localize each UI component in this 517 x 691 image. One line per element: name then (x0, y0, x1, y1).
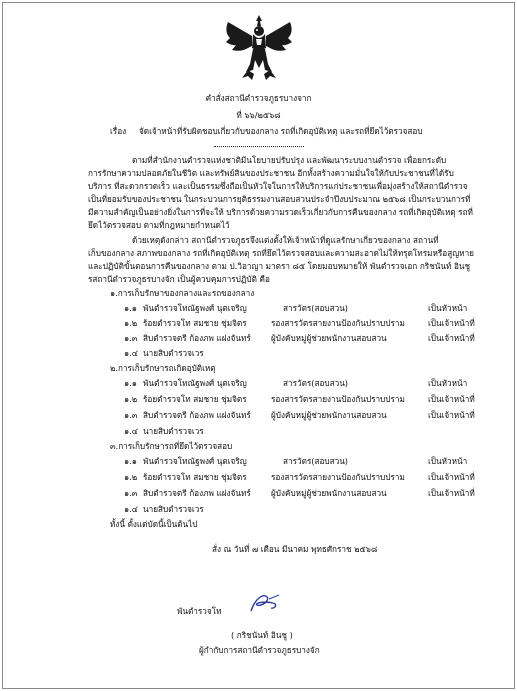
member-name: ร้อยตำรวจโท สมชาย ชุ่มจิตร (143, 394, 247, 404)
member-name: สิบตำรวจตรี ก้องภพ แฝงจันทร์ (143, 410, 251, 420)
member-number: ๑.๔ (124, 504, 138, 514)
section-heading: ๑.การเก็บรักษาของกลางและรถของกลาง (110, 288, 255, 298)
member-name: สิบตำรวจตรี ก้องภพ แฝงจันทร์ (143, 333, 251, 343)
member-position: ผู้บังคับหมู่ผู้ช่วยพนักงานสอบสวน (271, 488, 387, 498)
member-position: สารวัตร(สอบสวน) (283, 303, 348, 313)
para1-line: บริการ ที่สะดวกรวดเร็ว และเป็นธรรมซึ่งถือเป็นหัวใจในการให้บริการแก่ประชาชนเพื่อมุ่งสร้างให้สถานีตำรวจ (88, 181, 468, 191)
signature-mark (245, 591, 285, 617)
para1-line: ยึดไว้ตรวจสอบ ตามที่กฎหมายกำหนดไว้ (88, 220, 230, 230)
member-number: ๑.๓ (124, 488, 138, 498)
para2-line: ด้วยเหตุดังกล่าว สถานีตำรวจภูธรจึงแต่งตั้งให้เจ้าหน้าที่ดูแลรักษาเกี่ยวของกลาง สถานที่ (132, 235, 439, 245)
subject-label: เรื่อง (110, 126, 127, 136)
para2-line: และปฏิบัติขั้นตอนการคืนของกลาง ตาม ป.วิอาญา มาตรา ๘๕ โดยมอบหมายให้ พันตำรวจเอก กริชนันท์ อินชู (88, 261, 471, 271)
member-position: สารวัตร(สอบสวน) (283, 456, 348, 466)
member-name: นายสิบตำรวจเวร (143, 348, 204, 358)
divider (214, 146, 304, 147)
member-number: ๑.๔ (124, 426, 138, 436)
order-number: ที่ ๖๖/๒๕๖๘ (236, 110, 281, 120)
member-name: ร้อยตำรวจโท สมชาย ชุ่มจิตร (143, 472, 247, 482)
member-position: รองสารวัตรสายงานป้องกันปราบปราม (271, 394, 405, 404)
member-role: เป็นหัวหน้า (428, 303, 468, 313)
member-role: เป็นเจ้าหน้าที่ (428, 333, 475, 343)
member-role: เป็นเจ้าหน้าที่ (428, 488, 475, 498)
member-number: ๑.๒ (124, 472, 138, 482)
member-position: รองสารวัตรสายงานป้องกันปราบปราม (271, 318, 405, 328)
member-name: พันตำรวจโทณัฐพงศ์ นุตเจริญ (143, 456, 247, 466)
member-number: ๑.๓ (124, 333, 138, 343)
member-number: ๑.๒ (124, 318, 138, 328)
member-name: พันตำรวจโทณัฐพงศ์ นุตเจริญ (143, 378, 247, 388)
member-position: ผู้บังคับหมู่ผู้ช่วยพนักงานสอบสวน (271, 333, 387, 343)
member-number: ๑.๔ (124, 348, 138, 358)
member-name: นายสิบตำรวจเวร (143, 504, 204, 514)
para1-line: เป็นที่ยอมรับของประชาชน ในกระบวนการยุติธรรมงานสอบสวนประจำปีงบประมาณ ๒๕๖๘ เป็นกระบวนการที่ (88, 194, 471, 204)
member-name: ร้อยตำรวจโท สมชาย ชุ่มจิตร (143, 318, 247, 328)
signer-rank: พันตำรวจโท (177, 606, 222, 616)
para2-line: รสถานีตำรวจภูธรบางจัก เป็นผู้ควบคุมการปฏิบัติ คือ (88, 274, 270, 284)
para1-line: การรักษาความปลอดภัยในชีวิต และทรัพย์สินของประชาชน อีกทั้งสร้างความมั่นใจให้กับประชาชนที่ได้รับ (88, 168, 454, 178)
member-name: พันตำรวจโทณัฐพงศ์ นุตเจริญ (143, 303, 247, 313)
order-title: คำสั่งสถานีตำรวจภูธรบางจาก (205, 93, 312, 103)
para2-line: เก็บของกลาง สภาพของกลาง รถที่เกิดอุบัติเหตุ รถที่ยึดไว้ตรวจสอบและความสะอาดไม่ให้ทรุดโทรมหรือสูญหาย (88, 248, 474, 258)
subject-text: จัดเจ้าหน้าที่รับผิดชอบเกี่ยวกับของกลาง รถที่เกิดอุบัติเหตุ และรถที่ยึดไว้ตรวจสอบ (139, 126, 423, 136)
signer-title: ผู้กำกับการสถานีตำรวจภูธรบางจัก (199, 645, 320, 655)
section-heading: ๓.การเก็บรักษารถที่ยึดไว้ตรวจสอบ (110, 441, 233, 451)
member-role: เป็นหัวหน้า (428, 456, 468, 466)
member-position: รองสารวัตรสายงานป้องกันปราบปราม (271, 472, 405, 482)
effective-clause: ทั้งนี้ ตั้งแต่บัดนี้เป็นต้นไป (110, 519, 198, 529)
order-date: สั่ง ณ วันที่ ๗ เดือน มีนาคม พุทธศักราช ๒๕๖๘ (212, 544, 378, 554)
member-role: เป็นเจ้าหน้าที่ (428, 472, 475, 482)
para1-line: ตามที่สำนักงานตำรวจแห่งชาติมีนโยบายปรับปรุง และพัฒนาระบบงานตำรวจ เพื่อยกระดับ (132, 155, 447, 165)
para1-line: มีความสำคัญเป็นอย่างยิ่งในการที่จะให้ บริการด้วยความรวดเร็วเกี่ยวกับการคืนของกลาง รถที่เกิดอุบัติเหตุ รถที่ (88, 207, 473, 217)
member-role: เป็นเจ้าหน้าที่ (428, 394, 475, 404)
member-role: เป็นหัวหน้า (428, 378, 468, 388)
member-number: ๑.๑ (124, 303, 137, 313)
member-number: ๑.๑ (124, 456, 137, 466)
signer-name: ( กริชนันท์ อินชู ) (231, 630, 293, 640)
member-position: สารวัตร(สอบสวน) (283, 378, 348, 388)
member-name: สิบตำรวจตรี ก้องภพ แฝงจันทร์ (143, 488, 251, 498)
member-number: ๑.๓ (124, 410, 138, 420)
garuda-emblem-icon (222, 12, 296, 86)
member-role: เป็นเจ้าหน้าที่ (428, 410, 475, 420)
member-name: นายสิบตำรวจเวร (143, 426, 204, 436)
member-position: ผู้บังคับหมู่ผู้ช่วยพนักงานสอบสวน (271, 410, 387, 420)
section-heading: ๒.การเก็บรักษารถเกิดอุบัติเหตุ (110, 363, 216, 373)
member-number: ๑.๒ (124, 394, 138, 404)
document-page (2, 2, 515, 689)
member-role: เป็นเจ้าหน้าที่ (428, 318, 475, 328)
member-number: ๑.๑ (124, 378, 137, 388)
